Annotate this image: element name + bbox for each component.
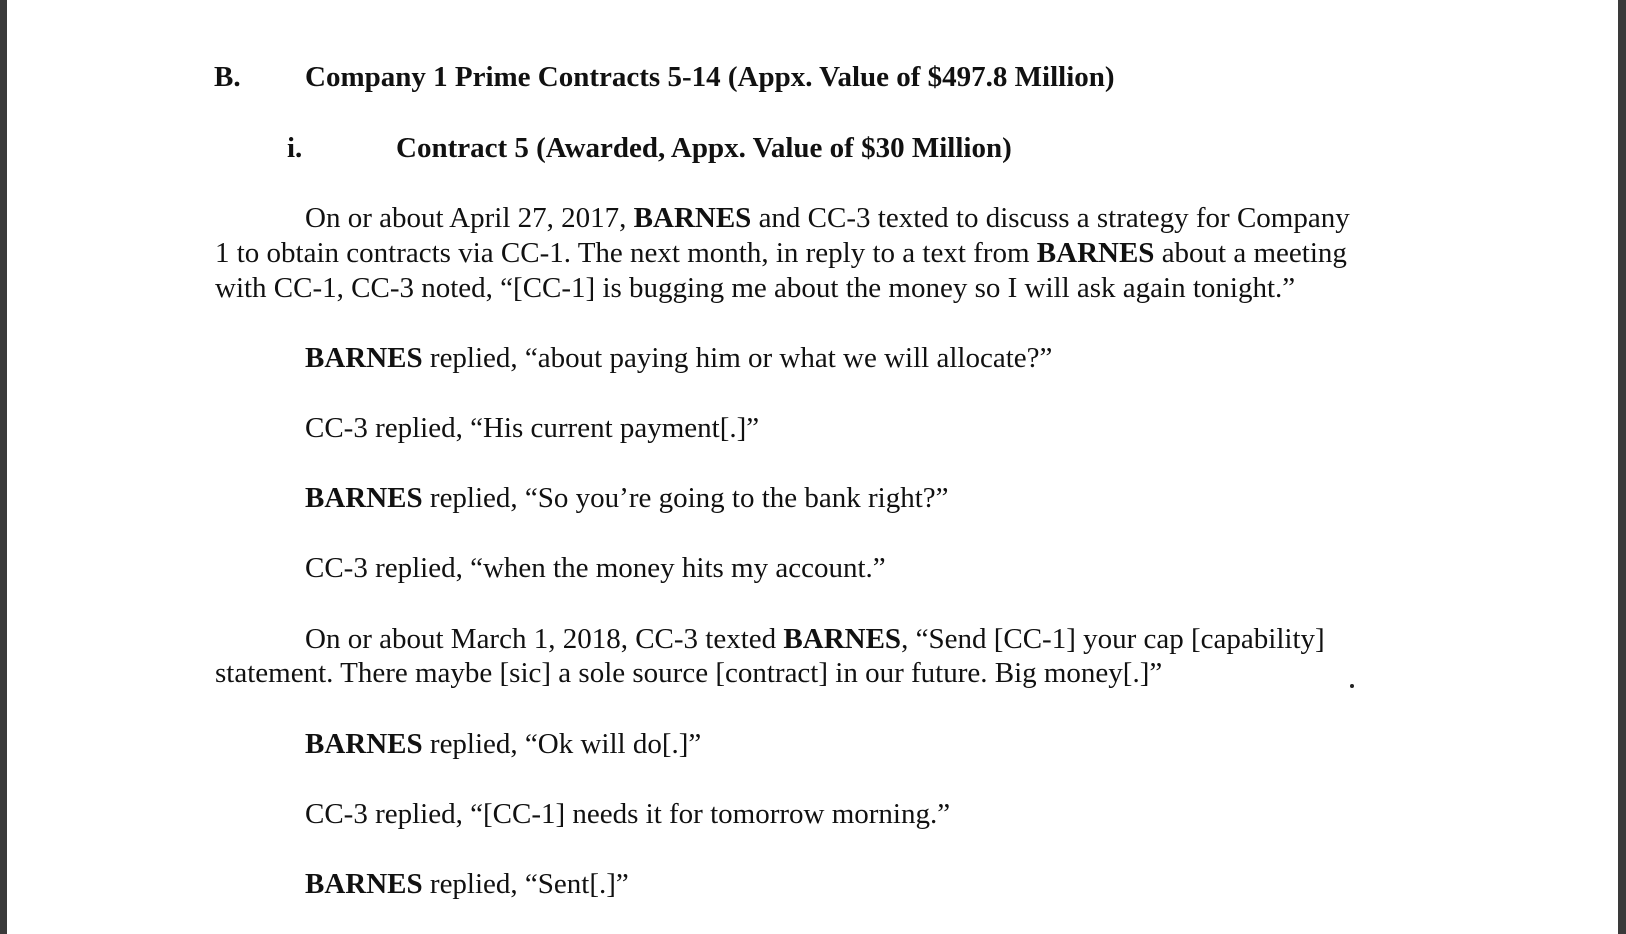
subsection-numeral: i. [287, 132, 303, 164]
document-page [7, 0, 1618, 934]
subsection-title: Contract 5 (Awarded, Appx. Value of $30 Million) [396, 132, 1012, 164]
reply-line: BARNES replied, “Ok will do[.]” [305, 728, 702, 760]
paragraph-1-line-3: with CC-1, CC-3 noted, “[CC-1] is bugging me about the money so I will ask again tonight.” [215, 272, 1296, 304]
paragraph-1-line-1: On or about April 27, 2017, BARNES and CC-3 texted to discuss a strategy for Company [305, 202, 1350, 234]
section-title: Company 1 Prime Contracts 5-14 (Appx. Value of $497.8 Million) [305, 61, 1115, 93]
reply-line: BARNES replied, “about paying him or what we will allocate?” [305, 342, 1053, 374]
stray-mark [1350, 684, 1354, 688]
section-letter: B. [214, 61, 241, 93]
reply-line: BARNES replied, “Sent[.]” [305, 868, 629, 900]
paragraph-2-line-1: On or about March 1, 2018, CC-3 texted BARNES, “Send [CC-1] your cap [capability] [305, 623, 1325, 655]
reply-line: CC-3 replied, “[CC-1] needs it for tomorrow morning.” [305, 798, 951, 830]
reply-line: CC-3 replied, “when the money hits my account.” [305, 552, 886, 584]
right-window-edge [1618, 0, 1626, 934]
reply-line: BARNES replied, “So you’re going to the bank right?” [305, 482, 949, 514]
left-window-edge [0, 0, 7, 934]
paragraph-1-line-2: 1 to obtain contracts via CC-1. The next month, in reply to a text from BARNES about a meeting [215, 237, 1347, 269]
reply-line: CC-3 replied, “His current payment[.]” [305, 412, 760, 444]
paragraph-2-line-2: statement. There maybe [sic] a sole source [contract] in our future. Big money[.]” [215, 657, 1163, 689]
